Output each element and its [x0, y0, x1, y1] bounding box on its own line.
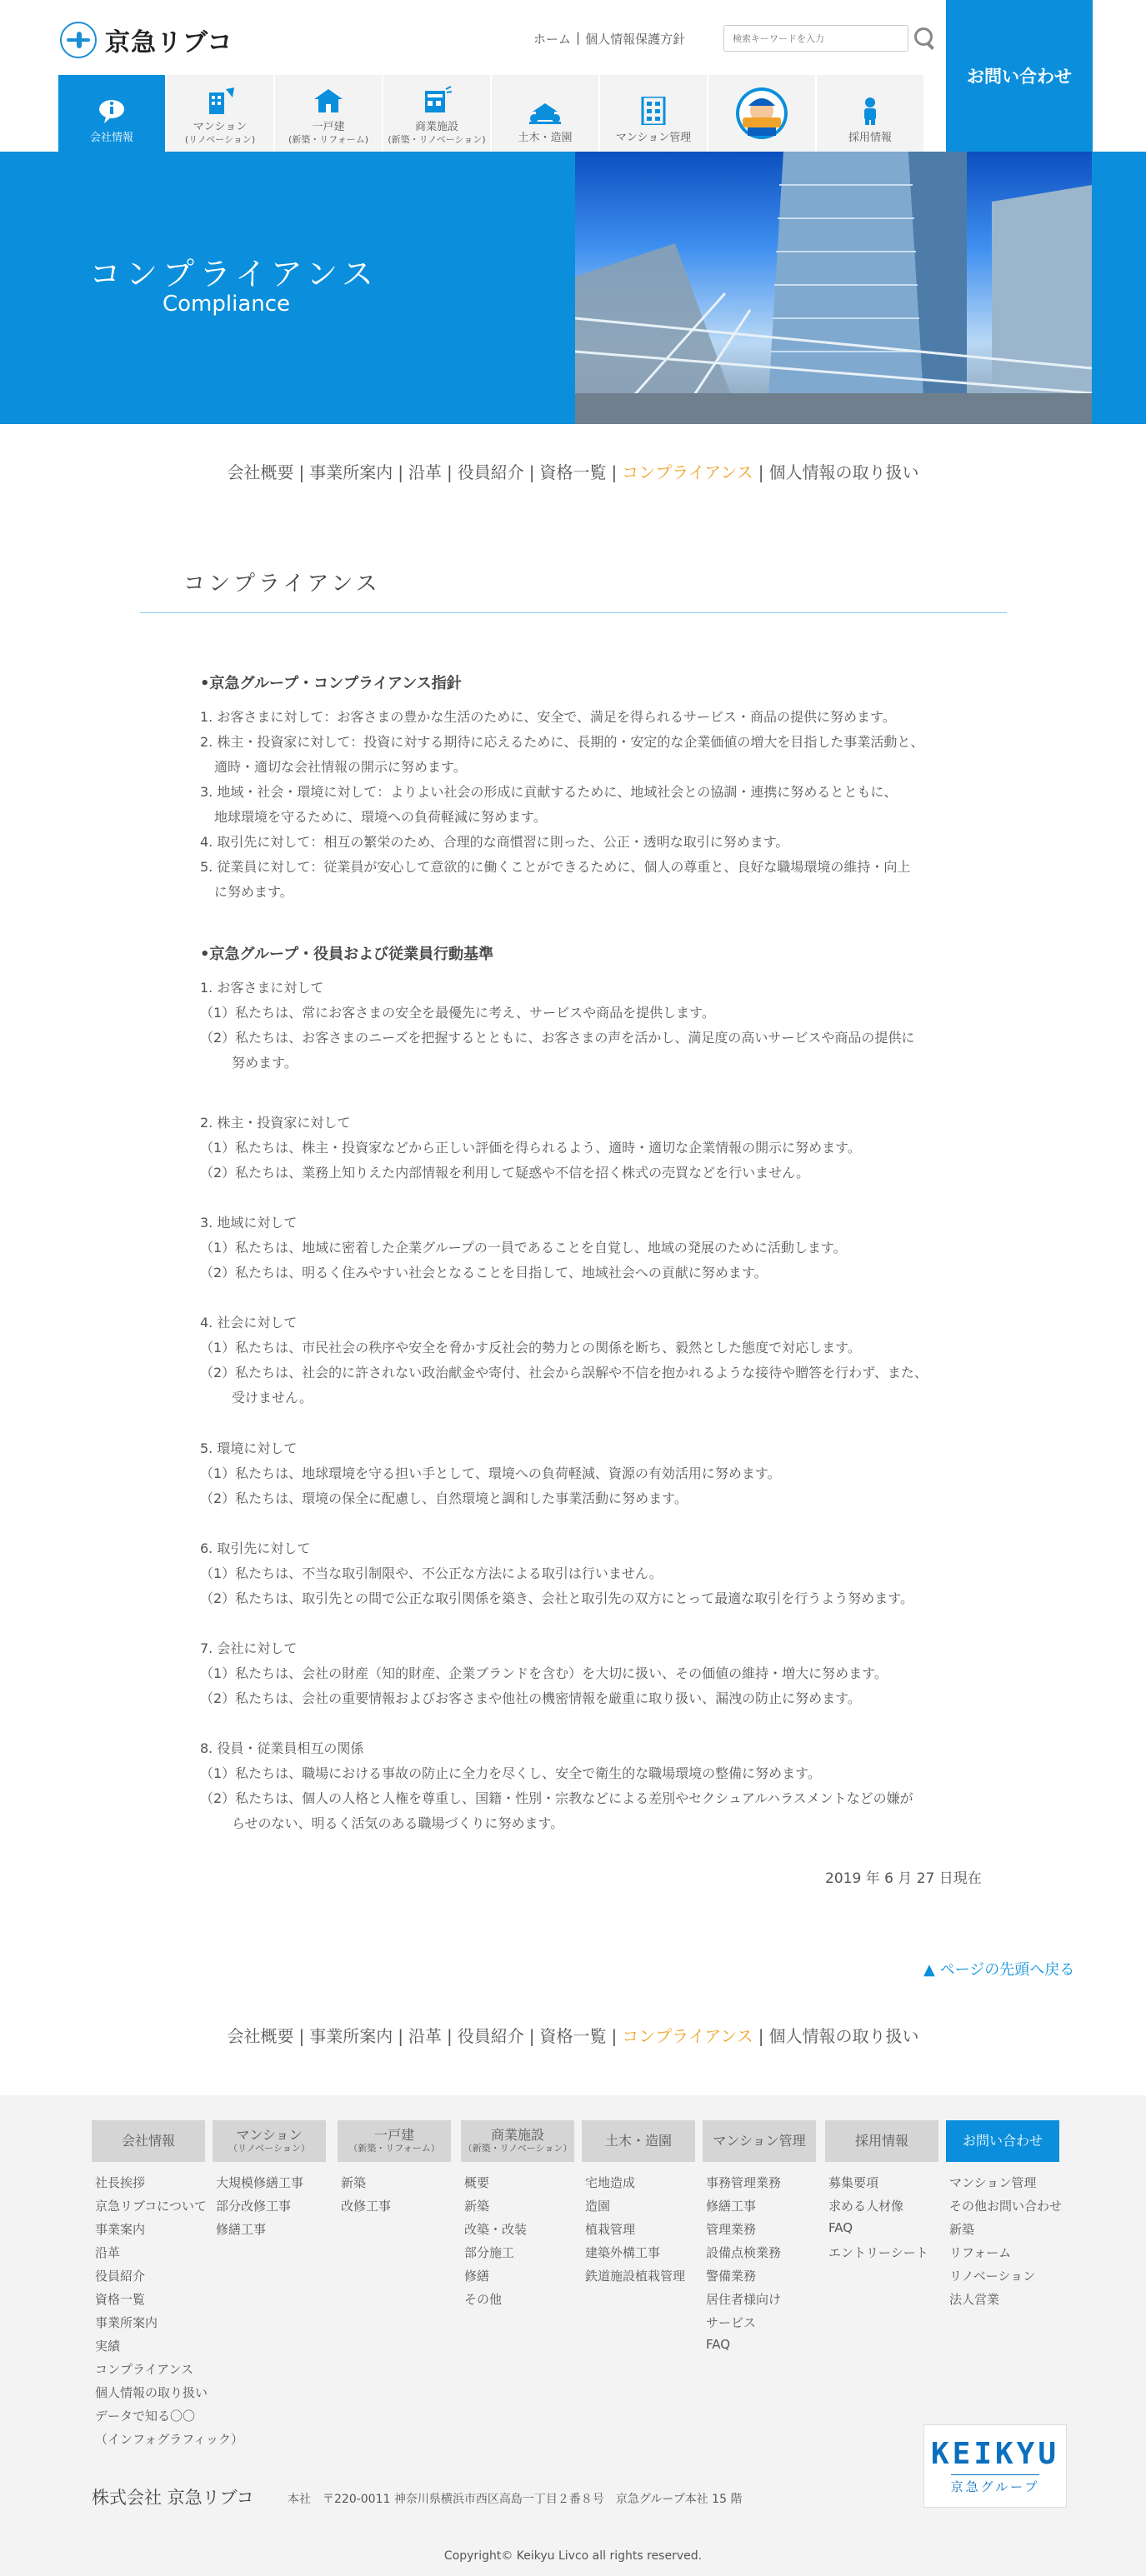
utility-links	[533, 30, 685, 47]
skyscraper-illustration	[575, 152, 1092, 424]
footer-link[interactable]: 事業案内	[95, 2222, 146, 2237]
nav-label: 会社情報	[89, 132, 133, 145]
nav-company-info[interactable]	[58, 75, 167, 152]
guideline-line: 4. 取引先に対して：相互の繁栄のため、合理的な商慣習に則った、公正・透明な取引に努めます。	[200, 834, 789, 850]
house-icon	[313, 86, 344, 114]
conduct-item: （2）私たちは、個人の人格と人権を尊重し、国籍・性別・宗教などによる差別やセクシュアルハラスメントなどの嫌が	[200, 1790, 913, 1806]
footer-category-label: 会社情報	[121, 2132, 175, 2149]
footer-link[interactable]: 概要	[464, 2175, 490, 2190]
footer-link[interactable]: 部分施工	[464, 2245, 515, 2260]
conduct-item: （1）私たちは、職場における事故の防止に全力を尽くし、安全で衛生的な職場環境の整備に努めます。	[200, 1765, 821, 1781]
nav-label: マンション管理	[615, 132, 692, 145]
conduct-item: （2）私たちは、会社の重要情報およびお客さまや他社の機密情報を厳重に取り扱い、漏洩の防止に努めます。	[200, 1690, 861, 1706]
footer-link[interactable]: その他お問い合わせ	[949, 2199, 1063, 2214]
footer-category-commercial[interactable]	[461, 2120, 574, 2162]
guideline-line: に努めます。	[214, 884, 293, 900]
conduct-heading: 6. 取引先に対して	[200, 1540, 311, 1556]
nav-label: 一戸建	[312, 121, 345, 134]
hero-subtitle: Compliance	[163, 292, 291, 317]
conduct-heading: 1. お客さまに対して	[200, 980, 324, 996]
footer-category-civil-landscape[interactable]	[582, 2120, 695, 2162]
landscape-icon	[529, 97, 561, 125]
nav-sublabel: (リノベーション)	[184, 133, 256, 145]
conduct-heading: 2. 株主・投資家に対して	[200, 1115, 351, 1131]
helpman-mascot-icon	[734, 86, 789, 141]
keikyu-logo-word: KEIKYU	[930, 2437, 1060, 2471]
footer-link[interactable]: 修繕工事	[216, 2222, 267, 2237]
footer-category-sublabel: （新築・リノベーション）	[463, 2142, 573, 2154]
subnav-history[interactable]: 沿革	[408, 2026, 443, 2046]
store-icon	[421, 86, 453, 114]
footer-category-mansion-management[interactable]	[703, 2120, 816, 2162]
subnav-qualifications[interactable]: 資格一覧	[539, 462, 607, 482]
person-icon	[854, 97, 886, 125]
nav-sublabel: (新築・リノベーション)	[388, 133, 486, 145]
guideline-line: 地球環境を守るために、環境への負荷軽減に努めます。	[214, 809, 547, 825]
subnav-privacy[interactable]: 個人情報の取り扱い	[768, 2026, 919, 2046]
conduct-item: （2）私たちは、環境の保全に配慮し、自然環境と調和した事業活動に努めます。	[200, 1490, 688, 1506]
subnav-divider: |	[298, 462, 305, 482]
footer-link[interactable]: リノベーション	[949, 2269, 1036, 2284]
info-icon	[96, 97, 128, 125]
section-title-conduct: •京急グループ・役員および従業員行動基準	[200, 946, 494, 963]
subnav-compliance[interactable]: コンプライアンス	[622, 2026, 753, 2046]
footer-link[interactable]: 植栽管理	[585, 2222, 636, 2237]
subnav-divider: |	[447, 2026, 453, 2046]
apartment-icon	[204, 86, 236, 114]
guideline-line: 適時・適切な会社情報の開示に努めます。	[214, 759, 467, 775]
footer-link[interactable]: 警備業務	[706, 2269, 757, 2284]
footer-category-company-info[interactable]	[92, 2120, 205, 2162]
nav-sublabel: (新築・リフォーム)	[288, 133, 369, 145]
conduct-item: （2）私たちは、取引先との間で公正な取引関係を築き、会社と取引先の双方にとって最適な取引を行うよう努めます。	[200, 1590, 913, 1606]
subnav-divider: |	[447, 462, 453, 482]
conduct-heading: 8. 役員・従業員相互の関係	[200, 1740, 364, 1756]
keikyu-group-logo[interactable]	[923, 2424, 1067, 2508]
footer-link[interactable]: エントリーシート	[828, 2245, 928, 2260]
guideline-line: 5. 従業員に対して：従業員が安心して意欲的に働くことができるために、個人の尊重と、良好な職場環境の維持・向上	[200, 859, 911, 875]
nav-commercial[interactable]	[383, 75, 492, 152]
nav-label: 採用情報	[848, 132, 892, 145]
guideline-line: 3. 地域・社会・環境に対して：よりよい社会の形成に貢献するために、地域社会との協調・連携に努めるとともに、	[200, 784, 898, 800]
conduct-heading: 4. 社会に対して	[200, 1315, 298, 1330]
subnav-compliance[interactable]: コンプライアンス	[622, 462, 753, 482]
footer-link[interactable]: 法人営業	[949, 2292, 1000, 2307]
nav-house[interactable]	[275, 75, 383, 152]
page-title: コンプライアンス	[183, 572, 381, 597]
footer-link[interactable]: 新築	[464, 2199, 490, 2214]
conduct-item: （1）私たちは、会社の財産（知的財産、企業ブランドを含む）を大切に扱い、その価値の維持・増大に努めます。	[200, 1665, 888, 1681]
conduct-item: （1）私たちは、株主・投資家などから正しい評価を得られるよう、適時・適切な企業情報の開示に努めます。	[200, 1140, 861, 1156]
footer-link[interactable]: 新築	[341, 2175, 367, 2190]
subnav-offices[interactable]: 事業所案内	[309, 462, 393, 482]
keikyu-logo-icon	[60, 22, 97, 58]
guideline-line: 2. 株主・投資家に対して：投資に対する期待に応えるために、長期的・安定的な企業価値の増大を目指した事業活動と、	[200, 734, 924, 750]
subnav-qualifications[interactable]: 資格一覧	[539, 2026, 607, 2046]
subnav-privacy[interactable]: 個人情報の取り扱い	[768, 462, 919, 482]
site-header	[0, 0, 1146, 152]
footer-link[interactable]: 部分改修工事	[216, 2199, 292, 2214]
footer-category-label: 一戸建	[373, 2127, 414, 2144]
back-to-top-link[interactable]: ▲ ページの先頭へ戻る	[923, 1961, 1075, 1979]
copyright: Copyright© Keikyu Livco all rights reserved.	[443, 2549, 703, 2563]
subnav-divider: |	[398, 462, 404, 482]
footer-link[interactable]: 事業所案内	[95, 2315, 158, 2330]
footer-link[interactable]: 沿革	[95, 2245, 121, 2260]
home-link[interactable]: ホーム	[533, 32, 572, 47]
footer-link[interactable]: 修繕工事	[706, 2199, 757, 2214]
conduct-item: （1）私たちは、地球環境を守る担い手として、環境への負荷軽減、資源の有効活用に努めます。	[200, 1465, 781, 1481]
footer-link[interactable]: （インフォグラフィック）	[95, 2432, 244, 2447]
subnav-company-overview[interactable]: 会社概要	[227, 462, 294, 482]
nav-recruit[interactable]	[817, 75, 925, 152]
conduct-item: （2）私たちは、明るく住みやすい社会となることを目指して、地域社会への貢献に努めます。	[200, 1265, 768, 1281]
search-icon[interactable]	[912, 25, 937, 52]
footer-category-label: マンション	[236, 2127, 303, 2144]
nav-label: マンション	[193, 121, 248, 134]
nav-helpman[interactable]	[708, 75, 817, 152]
nav-mansion[interactable]	[167, 75, 275, 152]
footer-link[interactable]: リフォーム	[949, 2245, 1012, 2260]
subnav-divider: |	[398, 2026, 404, 2046]
site-footer	[0, 2095, 1146, 2576]
footer-category-mansion[interactable]	[213, 2120, 326, 2162]
footer-link[interactable]: 募集要項	[828, 2175, 879, 2190]
hero-banner	[0, 152, 1146, 424]
footer-category-label: 商業施設	[490, 2127, 544, 2144]
nav-label: 商業施設	[414, 121, 458, 134]
footer-link[interactable]: データで知る〇〇	[95, 2409, 196, 2424]
footer-link[interactable]: 社長挨拶	[95, 2175, 146, 2190]
conduct-item: らせのない、明るく活気のある職場づくりに努めます。	[232, 1815, 564, 1831]
footer-category-label: 採用情報	[854, 2132, 908, 2149]
conduct-heading: 5. 環境に対して	[200, 1440, 298, 1456]
subnav-officers[interactable]: 役員紹介	[457, 2026, 524, 2046]
hero-title: コンプライアンス	[89, 256, 379, 292]
company-name: 株式会社 京急リブコ	[92, 2488, 254, 2508]
conduct-item: （2）私たちは、お客さまのニーズを把握するとともに、お客さまの声を活かし、満足度の高いサービスや商品の提供に	[200, 1030, 915, 1046]
footer-category-house[interactable]	[338, 2120, 451, 2162]
subnav-divider: |	[611, 462, 618, 482]
conduct-item: （1）私たちは、市民社会の秩序や安全を脅かす反社会的勢力との関係を断ち、毅然とした態度で対応します。	[200, 1340, 861, 1355]
subnav-officers[interactable]: 役員紹介	[457, 462, 524, 482]
nav-label: 土木・造園	[518, 132, 573, 145]
footer-link[interactable]: 求める人材像	[828, 2199, 904, 2214]
subnav-offices[interactable]: 事業所案内	[309, 2026, 393, 2046]
title-divider	[140, 612, 1007, 613]
footer-link[interactable]: 居住者様向け	[706, 2292, 782, 2307]
logo-text: 京急リブコ	[105, 28, 233, 57]
conduct-item: （2）私たちは、業務上知りえた内部情報を利用して疑惑や不信を招く株式の売買などを行いません。	[200, 1165, 810, 1181]
company-subnav-bottom	[0, 2023, 1146, 2047]
conduct-item: 努めます。	[232, 1055, 298, 1071]
footer-link[interactable]: その他	[464, 2292, 503, 2307]
footer-link[interactable]: 実績	[95, 2339, 121, 2354]
nav-mansion-management[interactable]	[600, 75, 708, 152]
subnav-divider: |	[528, 462, 535, 482]
subnav-divider: |	[611, 2026, 618, 2046]
footer-category-contact[interactable]	[946, 2120, 1059, 2162]
footer-link[interactable]: 改修工事	[341, 2199, 392, 2214]
footer-link[interactable]: 建築外構工事	[585, 2245, 661, 2260]
guideline-line: 1. お客さまに対して：お客さまの豊かな生活のために、安全で、満足を得られるサービス・商品の提供に努めます。	[200, 709, 896, 725]
contact-button[interactable]: お問い合わせ	[946, 0, 1093, 152]
footer-link[interactable]: 鉄道施設植栽管理	[585, 2269, 686, 2284]
footer-category-label: 土木・造園	[604, 2132, 672, 2149]
footer-link[interactable]: 設備点検業務	[706, 2245, 782, 2260]
conduct-item: （1）私たちは、常にお客さまの安全を最優先に考え、サービスや商品を提供します。	[200, 1005, 715, 1021]
footer-category-label: お問い合わせ	[962, 2132, 1043, 2149]
footer-category-sublabel: （リノベーション）	[228, 2142, 310, 2154]
nav-civil-landscape[interactable]	[492, 75, 600, 152]
footer-link[interactable]: FAQ	[828, 2220, 853, 2235]
footer-link[interactable]: 修繕	[464, 2269, 490, 2284]
footer-link[interactable]: 改築・改装	[464, 2222, 528, 2237]
footer-link[interactable]: 事務管理業務	[706, 2175, 782, 2190]
footer-category-recruit[interactable]	[825, 2120, 938, 2162]
conduct-heading: 7. 会社に対して	[200, 1640, 298, 1656]
subnav-company-overview[interactable]: 会社概要	[227, 2026, 294, 2046]
keikyu-logo-group: 京急グループ	[951, 2474, 1040, 2495]
footer-link[interactable]: 京急リブコについて	[95, 2199, 207, 2214]
subnav-divider: |	[298, 2026, 305, 2046]
subnav-divider: |	[528, 2026, 535, 2046]
subnav-history[interactable]: 沿革	[408, 462, 443, 482]
conduct-heading: 3. 地域に対して	[200, 1215, 298, 1231]
global-nav	[58, 75, 925, 152]
effective-date: 2019 年 6 月 27 日現在	[825, 1870, 982, 1887]
footer-link[interactable]: 造園	[585, 2199, 611, 2214]
subnav-divider: |	[758, 462, 764, 482]
footer-link[interactable]: 新築	[949, 2222, 975, 2237]
footer-link[interactable]: 宅地造成	[585, 2175, 636, 2190]
subnav-divider: |	[758, 2026, 764, 2046]
hero-photo-skyscraper	[575, 152, 1092, 424]
footer-link[interactable]: サービス	[706, 2315, 757, 2330]
footer-link[interactable]: 資格一覧	[95, 2292, 146, 2307]
conduct-item: （2）私たちは、社会的に許されない政治献金や寄付、社会から誤解や不信を抱かれるような接待や贈答を行わず、また、	[200, 1365, 928, 1380]
footer-link[interactable]: 役員紹介	[95, 2269, 146, 2284]
footer-category-label: マンション管理	[713, 2132, 806, 2149]
footer-link[interactable]: マンション管理	[949, 2175, 1037, 2190]
privacy-policy-link[interactable]: 個人情報保護方針	[585, 32, 686, 47]
company-subnav-top	[0, 459, 1146, 483]
footer-link[interactable]: コンプライアンス	[95, 2362, 194, 2377]
footer-link[interactable]: FAQ	[706, 2337, 731, 2352]
footer-link[interactable]: 大規模修繕工事	[216, 2175, 304, 2190]
conduct-item: （1）私たちは、地域に密着した企業グループの一員であることを自覚し、地域の発展のために活動します。	[200, 1240, 847, 1256]
section-title-guidelines: •京急グループ・コンプライアンス指針	[200, 675, 462, 692]
site-logo[interactable]	[60, 22, 233, 58]
footer-link[interactable]: 個人情報の取り扱い	[95, 2385, 208, 2400]
search-input[interactable]	[723, 25, 908, 52]
conduct-item: 受けません。	[232, 1390, 313, 1405]
building-icon	[638, 97, 669, 125]
company-address: 本社 〒220-0011 神奈川県横浜市西区高島一丁目２番８号 京急グループ本社 15 階	[288, 2493, 743, 2506]
footer-category-sublabel: （新築・リフォーム）	[348, 2142, 440, 2154]
conduct-item: （1）私たちは、不当な取引制限や、不公正な方法による取引は行いません。	[200, 1565, 663, 1581]
util-divider: |	[576, 30, 581, 45]
footer-link[interactable]: 管理業務	[706, 2222, 757, 2237]
